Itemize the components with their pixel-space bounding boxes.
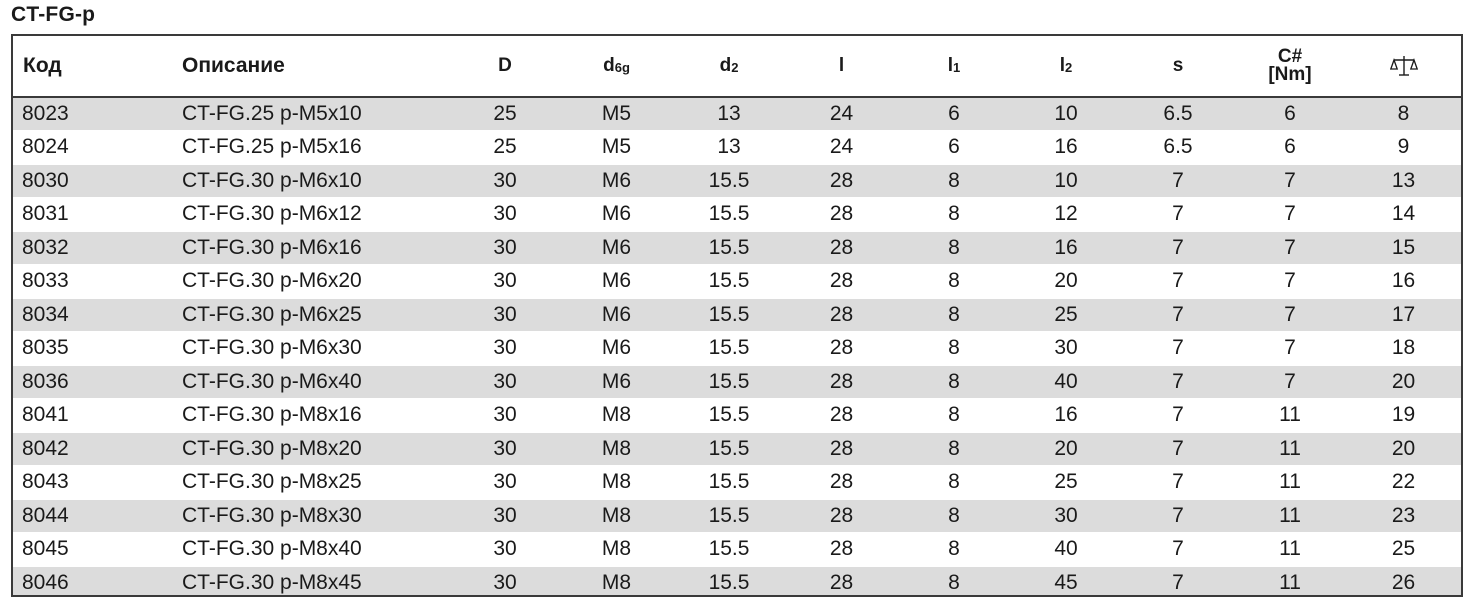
cell-l: 28 [785, 432, 898, 466]
cell-s: 6.5 [1122, 97, 1234, 131]
header-l2-main: l [1059, 54, 1066, 76]
cell-d2: 15.5 [673, 164, 785, 198]
cell-weight: 17 [1346, 298, 1461, 332]
table-row [13, 231, 1461, 265]
cell-l1: 8 [898, 231, 1010, 265]
cell-s: 7 [1122, 164, 1234, 198]
cell-d6g: M8 [560, 533, 673, 567]
cell-l1: 8 [898, 566, 1010, 597]
table-body [13, 97, 1461, 597]
cell-description: CT-FG.30 p-M8x20 [180, 432, 450, 466]
cell-description: CT-FG.30 p-M6x40 [180, 365, 450, 399]
product-table-frame [11, 34, 1463, 597]
table-row [13, 332, 1461, 366]
cell-torque: 7 [1234, 332, 1346, 366]
cell-code: 8044 [13, 499, 180, 533]
cell-description: CT-FG.30 p-M6x16 [180, 231, 450, 265]
cell-l: 24 [785, 131, 898, 165]
cell-l: 28 [785, 499, 898, 533]
cell-s: 7 [1122, 533, 1234, 567]
cell-d6g: M8 [560, 499, 673, 533]
cell-d6g: M8 [560, 566, 673, 597]
cell-s: 7 [1122, 265, 1234, 299]
cell-l2: 45 [1010, 566, 1122, 597]
cell-code: 8024 [13, 131, 180, 165]
header-l: l [785, 36, 898, 97]
cell-code: 8046 [13, 566, 180, 597]
cell-l2: 20 [1010, 265, 1122, 299]
cell-d2: 13 [673, 97, 785, 131]
cell-d2: 15.5 [673, 365, 785, 399]
cell-code: 8041 [13, 399, 180, 433]
cell-l2: 30 [1010, 499, 1122, 533]
cell-d2: 15.5 [673, 499, 785, 533]
cell-l: 24 [785, 97, 898, 131]
cell-description: CT-FG.30 p-M6x10 [180, 164, 450, 198]
header-d6g-main: d [603, 54, 615, 76]
table-row [13, 499, 1461, 533]
header-d2 [673, 36, 785, 97]
header-torque-line1: C# [1277, 45, 1303, 67]
cell-torque: 11 [1234, 566, 1346, 597]
cell-l: 28 [785, 265, 898, 299]
header-code: Код [13, 36, 180, 97]
cell-d6g: M5 [560, 97, 673, 131]
cell-description: CT-FG.30 p-M8x40 [180, 533, 450, 567]
cell-code: 8032 [13, 231, 180, 265]
cell-D: 30 [450, 499, 560, 533]
cell-code: 8045 [13, 533, 180, 567]
cell-description: CT-FG.25 p-M5x10 [180, 97, 450, 131]
cell-s: 7 [1122, 432, 1234, 466]
cell-l: 28 [785, 164, 898, 198]
cell-l1: 8 [898, 499, 1010, 533]
cell-s: 7 [1122, 198, 1234, 232]
cell-code: 8031 [13, 198, 180, 232]
table-row [13, 399, 1461, 433]
cell-l: 28 [785, 365, 898, 399]
page-title: CT-FG-p [11, 3, 96, 26]
cell-l: 28 [785, 566, 898, 597]
cell-weight: 9 [1346, 131, 1461, 165]
table-row [13, 533, 1461, 567]
cell-l1: 8 [898, 198, 1010, 232]
cell-l2: 12 [1010, 198, 1122, 232]
cell-torque: 11 [1234, 466, 1346, 500]
cell-D: 25 [450, 131, 560, 165]
cell-code: 8030 [13, 164, 180, 198]
cell-l1: 6 [898, 97, 1010, 131]
cell-d2: 15.5 [673, 533, 785, 567]
cell-weight: 8 [1346, 97, 1461, 131]
cell-l: 28 [785, 298, 898, 332]
cell-D: 30 [450, 265, 560, 299]
cell-d6g: M6 [560, 231, 673, 265]
cell-code: 8034 [13, 298, 180, 332]
cell-d6g: M8 [560, 466, 673, 500]
header-l2 [1010, 36, 1122, 97]
cell-D: 25 [450, 97, 560, 131]
table-row [13, 131, 1461, 165]
cell-torque: 7 [1234, 231, 1346, 265]
cell-code: 8033 [13, 265, 180, 299]
cell-weight: 19 [1346, 399, 1461, 433]
cell-l: 28 [785, 399, 898, 433]
header-d2-main: d [719, 54, 732, 76]
cell-d6g: M8 [560, 399, 673, 433]
cell-D: 30 [450, 164, 560, 198]
cell-l2: 10 [1010, 97, 1122, 131]
cell-torque: 11 [1234, 499, 1346, 533]
header-torque [1234, 36, 1346, 97]
cell-torque: 6 [1234, 131, 1346, 165]
cell-code: 8042 [13, 432, 180, 466]
cell-s: 6.5 [1122, 131, 1234, 165]
table-row [13, 265, 1461, 299]
table-row [13, 164, 1461, 198]
cell-l: 28 [785, 533, 898, 567]
cell-l2: 16 [1010, 399, 1122, 433]
cell-description: CT-FG.30 p-M6x25 [180, 298, 450, 332]
table-row [13, 365, 1461, 399]
cell-d2: 13 [673, 131, 785, 165]
cell-l2: 25 [1010, 466, 1122, 500]
cell-d2: 15.5 [673, 231, 785, 265]
cell-weight: 22 [1346, 466, 1461, 500]
cell-torque: 7 [1234, 265, 1346, 299]
cell-d2: 15.5 [673, 566, 785, 597]
table-row [13, 566, 1461, 597]
cell-D: 30 [450, 298, 560, 332]
header-l1-main: l [947, 54, 954, 76]
cell-description: CT-FG.25 p-M5x16 [180, 131, 450, 165]
cell-l1: 8 [898, 365, 1010, 399]
cell-d6g: M8 [560, 432, 673, 466]
cell-weight: 26 [1346, 566, 1461, 597]
cell-description: CT-FG.30 p-M6x20 [180, 265, 450, 299]
cell-l2: 16 [1010, 231, 1122, 265]
cell-description: CT-FG.30 p-M8x25 [180, 466, 450, 500]
table-row [13, 432, 1461, 466]
header-D: D [450, 36, 560, 97]
cell-s: 7 [1122, 298, 1234, 332]
header-l1 [898, 36, 1010, 97]
cell-torque: 7 [1234, 365, 1346, 399]
cell-weight: 14 [1346, 198, 1461, 232]
cell-l: 28 [785, 198, 898, 232]
cell-weight: 25 [1346, 533, 1461, 567]
cell-l: 28 [785, 332, 898, 366]
table-row [13, 466, 1461, 500]
header-l1-sub: 1 [953, 59, 961, 75]
cell-D: 30 [450, 231, 560, 265]
cell-l2: 20 [1010, 432, 1122, 466]
cell-weight: 13 [1346, 164, 1461, 198]
cell-s: 7 [1122, 365, 1234, 399]
cell-weight: 18 [1346, 332, 1461, 366]
cell-D: 30 [450, 432, 560, 466]
cell-d2: 15.5 [673, 265, 785, 299]
cell-D: 30 [450, 466, 560, 500]
cell-torque: 6 [1234, 97, 1346, 131]
cell-description: CT-FG.30 p-M8x16 [180, 399, 450, 433]
cell-d2: 15.5 [673, 298, 785, 332]
cell-l1: 8 [898, 399, 1010, 433]
product-table [13, 36, 1461, 597]
cell-d2: 15.5 [673, 332, 785, 366]
cell-l1: 6 [898, 131, 1010, 165]
cell-d6g: M6 [560, 265, 673, 299]
cell-l1: 8 [898, 298, 1010, 332]
cell-D: 30 [450, 198, 560, 232]
cell-weight: 23 [1346, 499, 1461, 533]
scale-icon [1390, 54, 1418, 78]
cell-l2: 25 [1010, 298, 1122, 332]
cell-code: 8043 [13, 466, 180, 500]
table-row [13, 97, 1461, 131]
cell-torque: 7 [1234, 164, 1346, 198]
cell-weight: 16 [1346, 265, 1461, 299]
cell-s: 7 [1122, 566, 1234, 597]
cell-l2: 30 [1010, 332, 1122, 366]
cell-l2: 40 [1010, 365, 1122, 399]
header-d6g [560, 36, 673, 97]
cell-s: 7 [1122, 499, 1234, 533]
cell-d6g: M6 [560, 332, 673, 366]
cell-d6g: M6 [560, 365, 673, 399]
cell-D: 30 [450, 399, 560, 433]
cell-l: 28 [785, 466, 898, 500]
cell-l2: 10 [1010, 164, 1122, 198]
cell-d6g: M6 [560, 198, 673, 232]
cell-torque: 11 [1234, 399, 1346, 433]
header-s: s [1122, 36, 1234, 97]
cell-s: 7 [1122, 399, 1234, 433]
header-weight [1346, 36, 1461, 97]
cell-torque: 11 [1234, 432, 1346, 466]
header-torque-line2: [Nm] [1268, 63, 1312, 85]
cell-torque: 7 [1234, 298, 1346, 332]
cell-d6g: M5 [560, 131, 673, 165]
cell-description: CT-FG.30 p-M8x30 [180, 499, 450, 533]
header-d6g-sub: 6g [614, 59, 630, 75]
cell-torque: 11 [1234, 533, 1346, 567]
cell-D: 30 [450, 566, 560, 597]
cell-d6g: M6 [560, 298, 673, 332]
cell-s: 7 [1122, 332, 1234, 366]
cell-l1: 8 [898, 533, 1010, 567]
cell-code: 8035 [13, 332, 180, 366]
cell-d6g: M6 [560, 164, 673, 198]
cell-D: 30 [450, 365, 560, 399]
cell-d2: 15.5 [673, 399, 785, 433]
cell-weight: 20 [1346, 432, 1461, 466]
cell-description: CT-FG.30 p-M6x30 [180, 332, 450, 366]
cell-D: 30 [450, 533, 560, 567]
cell-code: 8023 [13, 97, 180, 131]
header-d2-sub: 2 [731, 59, 739, 75]
cell-s: 7 [1122, 466, 1234, 500]
cell-l2: 40 [1010, 533, 1122, 567]
cell-l1: 8 [898, 164, 1010, 198]
cell-torque: 7 [1234, 198, 1346, 232]
cell-s: 7 [1122, 231, 1234, 265]
cell-D: 30 [450, 332, 560, 366]
table-row [13, 298, 1461, 332]
header-description: Описание [180, 36, 450, 97]
cell-weight: 15 [1346, 231, 1461, 265]
cell-l1: 8 [898, 332, 1010, 366]
header-l2-sub: 2 [1065, 59, 1073, 75]
table-header-row [13, 36, 1461, 97]
cell-description: CT-FG.30 p-M8x45 [180, 566, 450, 597]
cell-d2: 15.5 [673, 432, 785, 466]
cell-weight: 20 [1346, 365, 1461, 399]
cell-l: 28 [785, 231, 898, 265]
cell-l1: 8 [898, 432, 1010, 466]
cell-code: 8036 [13, 365, 180, 399]
cell-d2: 15.5 [673, 466, 785, 500]
cell-l1: 8 [898, 466, 1010, 500]
cell-l1: 8 [898, 265, 1010, 299]
cell-l2: 16 [1010, 131, 1122, 165]
cell-d2: 15.5 [673, 198, 785, 232]
table-row [13, 198, 1461, 232]
cell-description: CT-FG.30 p-M6x12 [180, 198, 450, 232]
